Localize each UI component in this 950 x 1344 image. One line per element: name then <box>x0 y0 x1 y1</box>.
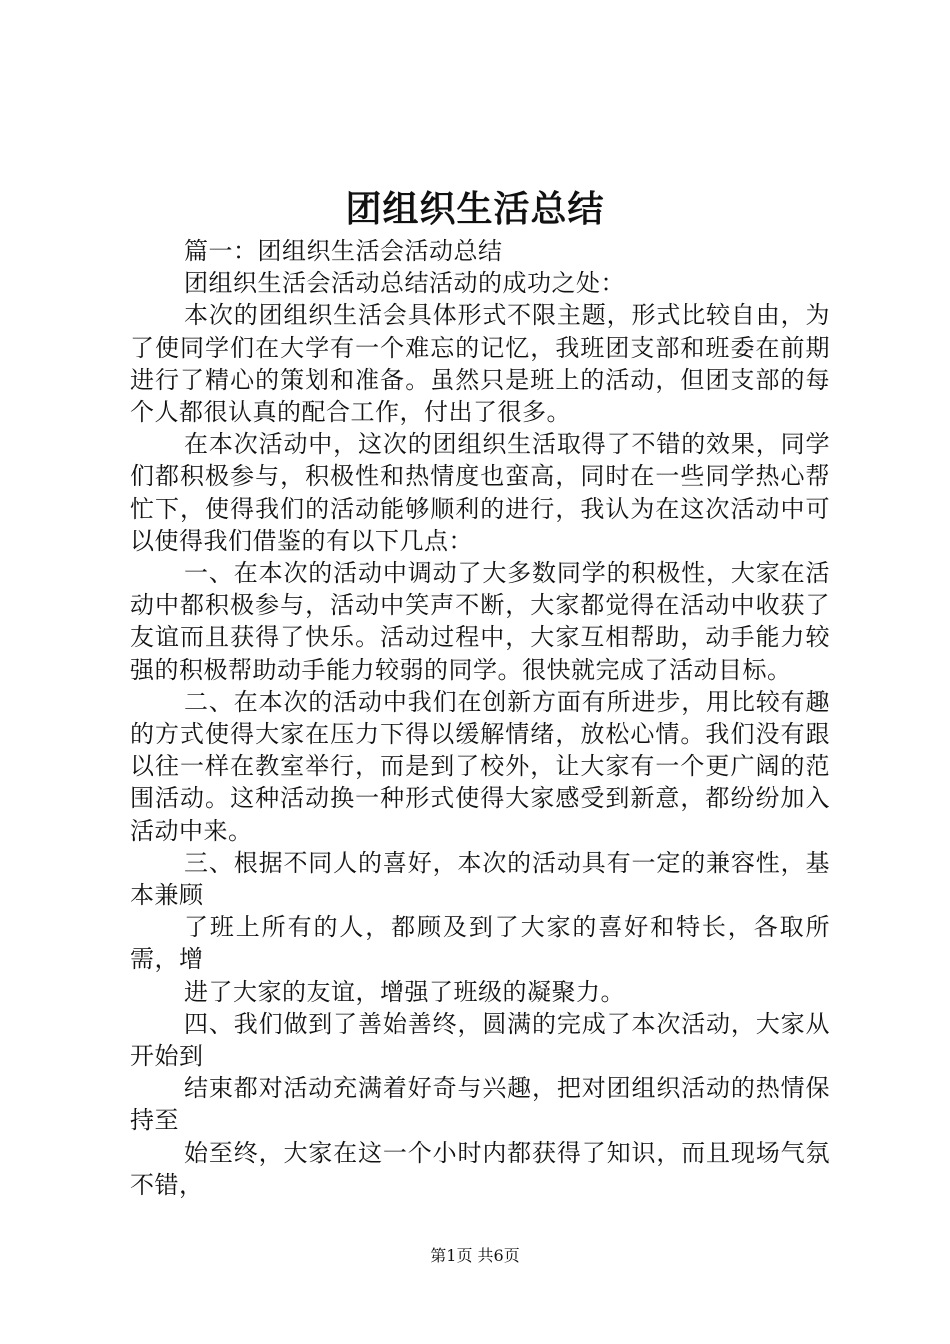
paragraph: 一、在本次的活动中调动了大多数同学的积极性，大家在活动中都积极参与，活动中笑声不断，大家都觉得在活动中收获了友谊而且获得了快乐。活动过程中，大家互相帮助，动手能力较强的积极帮助动手能力较弱的同学。很快就完成了活动目标。 <box>130 559 830 684</box>
page-title: 团组织生活总结 <box>345 188 605 230</box>
paragraph: 始至终，大家在这一个小时内都获得了知识，而且现场气氛不错， <box>130 1138 830 1199</box>
page-number: 第1页 共6页 <box>430 1246 520 1265</box>
paragraph: 了班上所有的人，都顾及到了大家的喜好和特长，各取所需，增 <box>130 913 830 974</box>
section-heading: 篇一：团组织生活会活动总结 <box>184 237 503 265</box>
document-body <box>130 235 830 1201</box>
paragraph: 本次的团组织生活会具体形式不限主题，形式比较自由，为了使同学们在大学有一个难忘的记忆，我班团支部和班委在前期进行了精心的策划和准备。虽然只是班上的活动，但团支部的每个人都很认真的配合工作，付出了很多。 <box>130 301 830 427</box>
paragraph: 团组织生活会活动总结活动的成功之处： <box>184 269 625 298</box>
paragraph: 在本次活动中，这次的团组织生活取得了不错的效果，同学们都积极参与，积极性和热情度也蛮高，同时在一些同学热心帮忙下，使得我们的活动能够顺利的进行，我认为在这次活动中可以使得我们借鉴的有以下几点： <box>130 430 830 555</box>
paragraph: 结束都对活动充满着好奇与兴趣，把对团组织活动的热情保持至 <box>130 1074 830 1135</box>
paragraph: 四、我们做到了善始善终，圆满的完成了本次活动，大家从开始到 <box>130 1009 830 1071</box>
paragraph: 三、根据不同人的喜好，本次的活动具有一定的兼容性，基本兼顾 <box>130 848 830 910</box>
paragraph: 进了大家的友谊，增强了班级的凝聚力。 <box>184 977 625 1006</box>
paragraph: 二、在本次的活动中我们在创新方面有所进步，用比较有趣的方式使得大家在压力下得以缓解情绪，放松心情。我们没有跟以往一样在教室举行，而是到了校外，让大家有一个更广阔的范围活动。这种活动换一种形式使得大家感受到新意，都纷纷加入活动中来。 <box>130 687 830 845</box>
